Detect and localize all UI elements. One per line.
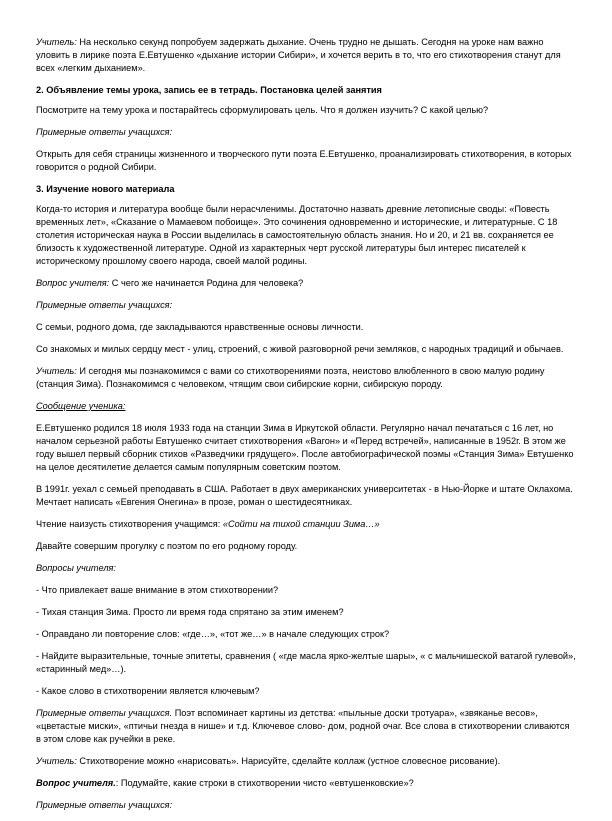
answers-label: Примерные ответы учащихся: <box>36 127 173 137</box>
section-heading-3: 3. Изучение нового материала <box>36 184 175 194</box>
question-item: - Оправдано ли повторение слов: «где…», «тот же…» в начале следующих строк? <box>36 629 390 639</box>
paragraph-text: Поэт вспоминает картины из детства: «пыльные доски тротуара», «звяканье весов», «цветастые миски», «птичьи гнезда в нише» и т.д. Ключевое слово- дом, родной очаг. Все слова в стихотворении сливаются в этом слове как ручейки в реке. <box>36 708 570 744</box>
section-heading-2: 2. Объявление темы урока, запись ее в тетрадь. Постановка целей занятия <box>36 85 382 95</box>
paragraph-walk: Давайте совершим прогулку с поэтом по его родному городу. <box>36 541 298 551</box>
paragraph-biography: Е.Евтушенко родился 18 июля 1933 года на станции Зима в Иркутской области. Регулярно начал печататься с 16 лет, но началом серьезной работы Евтушенко считает стихотворения «Вагон» и «Перед встречей», написанные в 1952г. В этом же году вышел первый сборник стихов «Разведчики грядущего». После автобиографической поэмы «Станция Зима» Евтушенко на целое десятилетие делается самым популярным советским поэтом. <box>36 423 574 472</box>
paragraph-recitation <box>36 518 576 531</box>
question-label: Вопрос учителя. <box>36 778 116 788</box>
question-text: С чего же начинается Родина для человека? <box>109 278 304 288</box>
paragraph-goal-question: Посмотрите на тему урока и постарайтесь сформулировать цель. Что я должен изучить? С какой целью? <box>36 105 489 115</box>
answers-label: Примерные ответы учащихся: <box>36 300 173 310</box>
speaker-label: Учитель: <box>36 37 77 47</box>
teacher-question <box>36 277 576 290</box>
student-message-label: Сообщение ученика: <box>36 401 126 411</box>
answers-inline-label: Примерные ответы учащихся. <box>36 708 173 718</box>
paragraph-teacher-poet <box>36 365 576 391</box>
paragraph-text: И сегодня мы познакомимся с вами со стихотворениями поэта, неистово влюбленного в свою малую родину (станция Зима). Познакомимся с человеком, чтящим свои сибирские корни, сибирскую породу. <box>36 366 545 389</box>
paragraph-goal-answer: Открыть для себя страницы жизненного и творческого пути поэта Е.Евтушенко, проанализировать стихотворения, в которых говорится о родной Сибири. <box>36 149 572 172</box>
answer-family: С семьи, родного дома, где закладываются нравственные основы личности. <box>36 322 364 332</box>
question-item: - Тихая станция Зима. Просто ли время года спрятано за этим именем? <box>36 607 344 617</box>
paragraph-text: На несколько секунд попробуем задержать дыхание. Очень трудно не дышать. Сегодня на уроке нам важно уловить в лирике поэта Е.Евтушенко «дыхание истории Сибири», и хочется верить в то, что его стихотворения станут для всех «легким дыханием». <box>36 37 561 73</box>
paragraph-teacher-intro <box>36 36 576 75</box>
answer-places: Со знакомых и милых сердцу мест - улиц, строений, с живой разговорной речи земляков, с народных традиций и обычаев. <box>36 344 564 354</box>
paragraph-sample-answers <box>36 707 576 746</box>
answers-label: Примерные ответы учащихся: <box>36 800 173 810</box>
document-page <box>36 36 576 821</box>
question-item: - Какое слово в стихотворении является ключевым? <box>36 686 260 696</box>
poem-title: «Сойти на тихой станции Зима…» <box>222 519 380 529</box>
question-text: : Подумайте, какие строки в стихотворении чисто «евтушенковские»? <box>115 778 414 788</box>
question-item: - Что привлекает ваше внимание в этом стихотворении? <box>36 585 279 595</box>
paragraph-history-literature: Когда-то история и литература вообще были нерасчленимы. Достаточно назвать древние летописные своды: «Повесть временных лет», «Сказание о Мамаевом побоище». Это сочинения одновременно и исторические, и литературные. С 18 столетия историческая наука в России выделилась в самостоятельную область знания. Но и 20, и 21 вв. сохраняется ее близость к художественной литературе. Одной из характерных черт русской литературы был интерес писателей к историческому прошлому своего народа, своей малой родины. <box>36 204 558 266</box>
question-item: - Найдите выразительные, точные эпитеты, сравнения ( «где масла ярко-желтые шары», « с мальчишеской ватагой гулевой», «старинный мед»…). <box>36 651 576 674</box>
paragraph-usa: В 1991г. уехал с семьей преподавать в США. Работает в двух американских университетах - в Нью-Йорке и штате Оклахома. Мечтает написать «Евгения Онегина» в прозе, роман о шестидесятниках. <box>36 484 573 507</box>
paragraph-text: Стихотворение можно «нарисовать». Нарисуйте, сделайте коллаж (устное словесное рисование). <box>76 756 501 766</box>
question-label: Вопрос учителя: <box>36 278 110 288</box>
speaker-label: Учитель: <box>36 756 77 766</box>
speaker-label: Учитель: <box>36 366 77 376</box>
questions-label: Вопросы учителя: <box>36 563 116 573</box>
paragraph-teacher-draw <box>36 755 576 768</box>
teacher-question-bold <box>36 777 576 790</box>
recitation-text: Чтение наизусть стихотворения учащимся: <box>36 519 223 529</box>
